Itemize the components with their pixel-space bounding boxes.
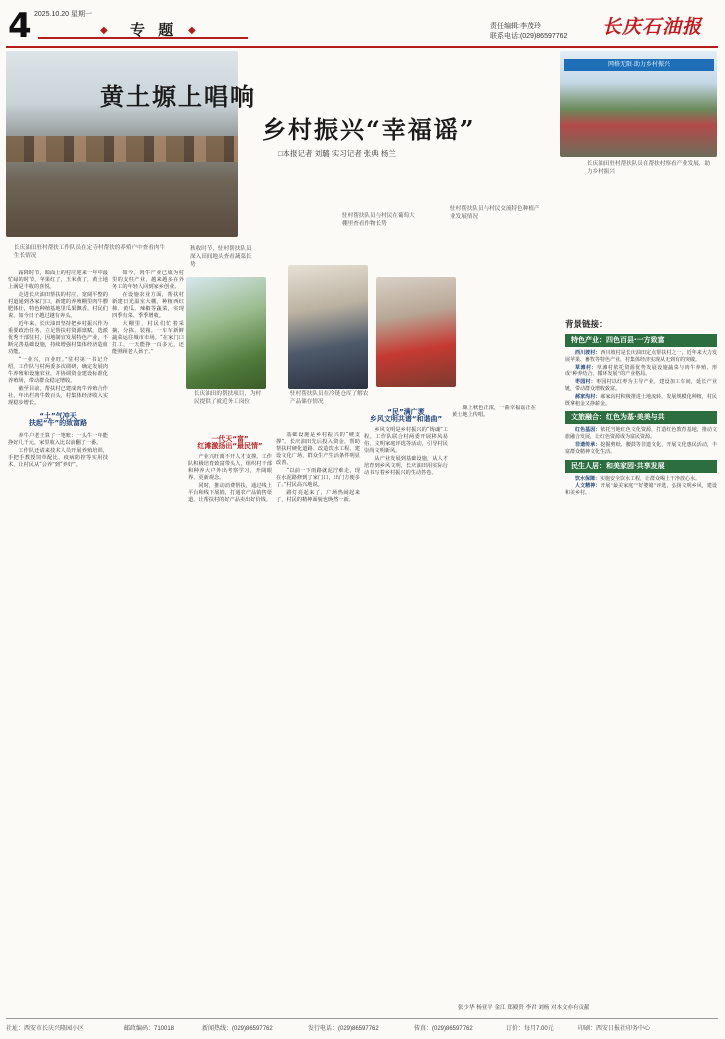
contributors: 张少华 杨亚平 金江 郑殿贵 李君 刘杨 对本文亦有贡献 bbox=[458, 1005, 590, 1011]
ornament-right-icon: ◆ bbox=[188, 25, 196, 36]
subhead-2: 一代天“富” 红滩激扬出“最民情” bbox=[197, 435, 263, 451]
footer-price: 订价：每月7.00元 bbox=[506, 1026, 554, 1032]
header-divider bbox=[6, 46, 718, 48]
sidebar-item bbox=[565, 442, 717, 456]
caption-vines: 驻村帮扶队员与村民在葡萄大棚里查看作物长势 bbox=[342, 213, 415, 227]
sidebar-section-3-heading: 民生人居：和美家园·共享发展 bbox=[565, 460, 717, 473]
sidebar-item bbox=[565, 365, 717, 379]
sidebar-section-2 bbox=[565, 427, 717, 455]
sidebar-item bbox=[565, 350, 717, 364]
newspaper-footer bbox=[6, 1018, 718, 1034]
caption-veg: 长庆油田的帮扶项目，为村民提供了就近务工岗位 bbox=[194, 391, 262, 405]
paragraph: 大棚里，村民们忙着采摘、分拣、装箱，一车车新鲜蔬菜运往城市市场。“在家门口打工，一天能挣一百多元，还能照顾老人孩子。” bbox=[112, 320, 184, 356]
subhead-1: “土”气冲天 扶起“牛”的致富路 bbox=[28, 411, 88, 427]
sidebar-item-text: 西川坡村是长庆油田定点帮扶村之一，近年来大力发展苹果、畜牧等特色产业，村集体经济实现从无到有的突破。 bbox=[565, 350, 717, 363]
page-number: 4 bbox=[8, 6, 32, 46]
footer-printer: 印刷：西安日报社印务中心 bbox=[578, 1026, 651, 1032]
sidebar-item-lead: 西川坡村： bbox=[575, 350, 601, 356]
caption-red: 驻村帮扶队员与村民交流特色种植产业发展情况 bbox=[450, 206, 540, 220]
footer-address: 社址：西安市长庆兴隆园小区 bbox=[6, 1026, 85, 1032]
sidebar-section-2-heading: 文旅融合：红色为基·美美与共 bbox=[565, 411, 717, 424]
sidebar-item bbox=[565, 483, 717, 497]
paragraph: 路灯亮起来了，广场热闹起来了，村民的精神面貌也焕然一新。 bbox=[276, 489, 360, 503]
article-column-6 bbox=[452, 405, 536, 1010]
sidebar-item-text: 枣园村以红枣为主导产业，建设加工车间，延长产业链，带动群众增收致富。 bbox=[565, 379, 717, 392]
sidebar-item bbox=[565, 427, 717, 441]
issue-date: 2025.10.20 星期一 bbox=[34, 11, 92, 18]
headline-line-1: 黄土塬上唱响 bbox=[100, 82, 256, 111]
paragraph: 截至目前，帮扶村已建成肉牛养殖合作社，年出栏肉牛数百头，村集体经济收入实现稳步增长。 bbox=[8, 385, 108, 406]
article-column-3 bbox=[188, 432, 272, 1010]
paragraph: 产业兴旺离不开人才支撑。工作队积极培育致富带头人，组织村干部和种养大户外出考察学习，开阔眼界、更新观念。 bbox=[188, 454, 272, 482]
sidebar-item bbox=[565, 394, 717, 408]
editor-info bbox=[490, 22, 567, 42]
paragraph: 工作队还请来技术人员开展养殖培训，手把手教授饲草配比、疫病防控等实用技术，让村民从“会养”到“养好”。 bbox=[8, 447, 108, 468]
newspaper-header bbox=[0, 0, 725, 48]
paragraph: “以前一下雨路就泥泞难走，现在水泥路修到了家门口，出门方便多了。”村民高兴地说。 bbox=[276, 467, 360, 489]
sidebar-item-lead: 红色基因： bbox=[575, 427, 601, 434]
newspaper-logo: 长庆石油报 bbox=[602, 16, 703, 38]
footer-phone-dist: 发行电话：(029)86597762 bbox=[308, 1026, 379, 1032]
sidebar-item-lead: 人文精神： bbox=[575, 483, 601, 490]
paragraph: 近年来，长庆油田坚持把乡村振兴作为重要政治任务，立足帮扶村资源禀赋，选派优秀干部驻村，因地制宜发展特色产业，不断完善基础设施，持续增强村集体经济造血功能。 bbox=[8, 320, 108, 356]
section-label bbox=[38, 17, 248, 39]
editor-name: 责任编辑:李茂玲 bbox=[490, 23, 541, 30]
sidebar-section-1-heading: 特色产业：四色百县·一方致富 bbox=[565, 334, 717, 347]
ornament-left-icon: ◆ bbox=[100, 25, 108, 36]
sidebar-item-text: 挖掘剪纸、腰鼓等非遗文化，开展文化惠民活动，丰富群众精神文化生活。 bbox=[565, 441, 717, 455]
paragraph: 基础设施是乡村振兴的“硬支撑”。长庆油田先后投入资金，帮助帮扶村硬化道路、改造饮水工程、建设文化广场，群众生产生活条件明显改善。 bbox=[276, 432, 360, 467]
sidebar-item-lead: 饮水保障： bbox=[575, 475, 601, 482]
background-sidebar bbox=[565, 318, 717, 1008]
caption-cattle: 长庆油田驻村帮扶工作队员在定寺村帮扶的养殖户中查看肉牛生长情况 bbox=[14, 245, 166, 259]
byline: □本报记者 刘璐 实习记者 张典 杨兰 bbox=[278, 149, 396, 158]
sidebar-item bbox=[565, 476, 717, 483]
caption-veg-top: 秋收时节，驻村帮扶队员深入田间地头查看蔬菜长势 bbox=[190, 246, 252, 268]
sidebar-title: 背景链接： bbox=[565, 320, 608, 330]
section-title: 专 题 bbox=[130, 21, 178, 39]
sidebar-item-lead: 枣园村： bbox=[575, 379, 597, 386]
worker-photo bbox=[288, 265, 368, 389]
subhead-3: “民”满广袤 乡风文明共谱“和谐曲” bbox=[369, 408, 443, 424]
sidebar-item-lead: 郝家沟村： bbox=[575, 393, 601, 400]
paragraph: 如今，肉牛产业已成为村里的支柱产业，越来越多在外务工的年轻人回到家乡创业。 bbox=[112, 270, 184, 291]
caption-farm: 长庆油田驻村帮扶队员在帮扶村察看产业发展，助力乡村振兴 bbox=[587, 161, 711, 175]
sidebar-section-3 bbox=[565, 476, 717, 497]
paragraph: 乡风文明是乡村振兴的“铸魂”工程。工作队联合村两委开展移风易俗、文明家庭评选等活动，引导村民崇尚文明新风。 bbox=[364, 427, 448, 455]
sidebar-item-text: 依托当地红色文化资源，打造红色教育基地，推动文旅融合发展，让红色资源成为富民资源。 bbox=[565, 427, 717, 441]
footer-fax: 传真：(029)86597762 bbox=[414, 1026, 473, 1032]
sidebar-section-1 bbox=[565, 350, 717, 407]
headline-line-2: 乡村振兴“幸福谣” bbox=[262, 115, 476, 144]
sidebar-item bbox=[565, 379, 717, 393]
paragraph: “一业兴，百业旺。”驻村第一书记介绍，工作队与村两委多次调研，确定发展肉牛养殖和设施农业，并协调资金建设标准化养殖场，带动群众稳定增收。 bbox=[8, 356, 108, 384]
sidebar-item-text: 实施安全饮水工程，让群众喝上干净放心水。 bbox=[600, 475, 701, 482]
paragraph: 在设施农业方面，帮扶村新建日光温室大棚，种植西红柿、黄瓜、辣椒等蔬菜，实现四季有菜、季季增收。 bbox=[112, 291, 184, 320]
article-column-2 bbox=[112, 270, 184, 1010]
field-event-photo bbox=[560, 51, 717, 157]
article-column-1 bbox=[8, 270, 108, 1010]
footer-postcode: 邮政编码：710018 bbox=[124, 1026, 175, 1032]
article-column-5 bbox=[364, 405, 448, 1010]
sidebar-item-lead: 草滩村： bbox=[575, 364, 597, 371]
paragraph: 从产业发展到基础设施，从人才培育到乡风文明，长庆油田用实际行动书写着乡村振兴的生动答卷。 bbox=[364, 456, 448, 477]
article-column-4 bbox=[276, 432, 360, 1010]
footer-phone-news: 新闻热线：(029)86597762 bbox=[202, 1026, 273, 1032]
paragraph: 养牛户老王算了一笔账：一头牛一年能挣好几千元，家里收入比以前翻了一番。 bbox=[8, 432, 108, 447]
sidebar-item-lead: 非遗传承： bbox=[575, 441, 601, 448]
paragraph: 霜降时节，塬面上的村庄迎来一年中最忙碌的时节。苹果红了，玉米黄了，黄土地上满是丰收的喜悦。 bbox=[8, 270, 108, 291]
photo-banner-text: 网格无限·助力乡村振兴 bbox=[564, 59, 714, 71]
red-uniform-photo bbox=[376, 277, 456, 387]
editor-phone: 联系电话:(029)86597762 bbox=[490, 33, 568, 40]
sidebar-item-text: 草滩村依托资源优势发展设施蔬菜与肉牛养殖，形成“种养结合、循环发展”的产业格局。 bbox=[565, 364, 717, 378]
sidebar-item-text: 郝家沟村积极推进土地流转，发展规模化种植，村民既拿租金又挣薪金。 bbox=[565, 393, 717, 407]
sidebar-item-text: 开展“最美家庭”“好婆媳”评选，弘扬文明乡风，建设和美乡村。 bbox=[565, 483, 717, 497]
vegetable-photo bbox=[186, 277, 266, 389]
caption-worker: 驻村帮扶队员在冷链仓库了解农产品储存情况 bbox=[290, 391, 369, 405]
paragraph: 塬上秋色正浓，一曲幸福谣正在黄土地上传唱。 bbox=[452, 405, 536, 419]
paragraph: 同时，推动消费帮扶，通过线上平台和线下展销，打通农产品销售渠道，让帮扶村的好产品卖出好价钱。 bbox=[188, 483, 272, 504]
paragraph: 走进长庆油田帮扶的村庄，宽阔平整的村道通到各家门口，新建的养殖棚里肉牛膘肥体壮，特色种植基地里瓜果飘香。村民们说，如今日子越过越有奔头。 bbox=[8, 291, 108, 320]
